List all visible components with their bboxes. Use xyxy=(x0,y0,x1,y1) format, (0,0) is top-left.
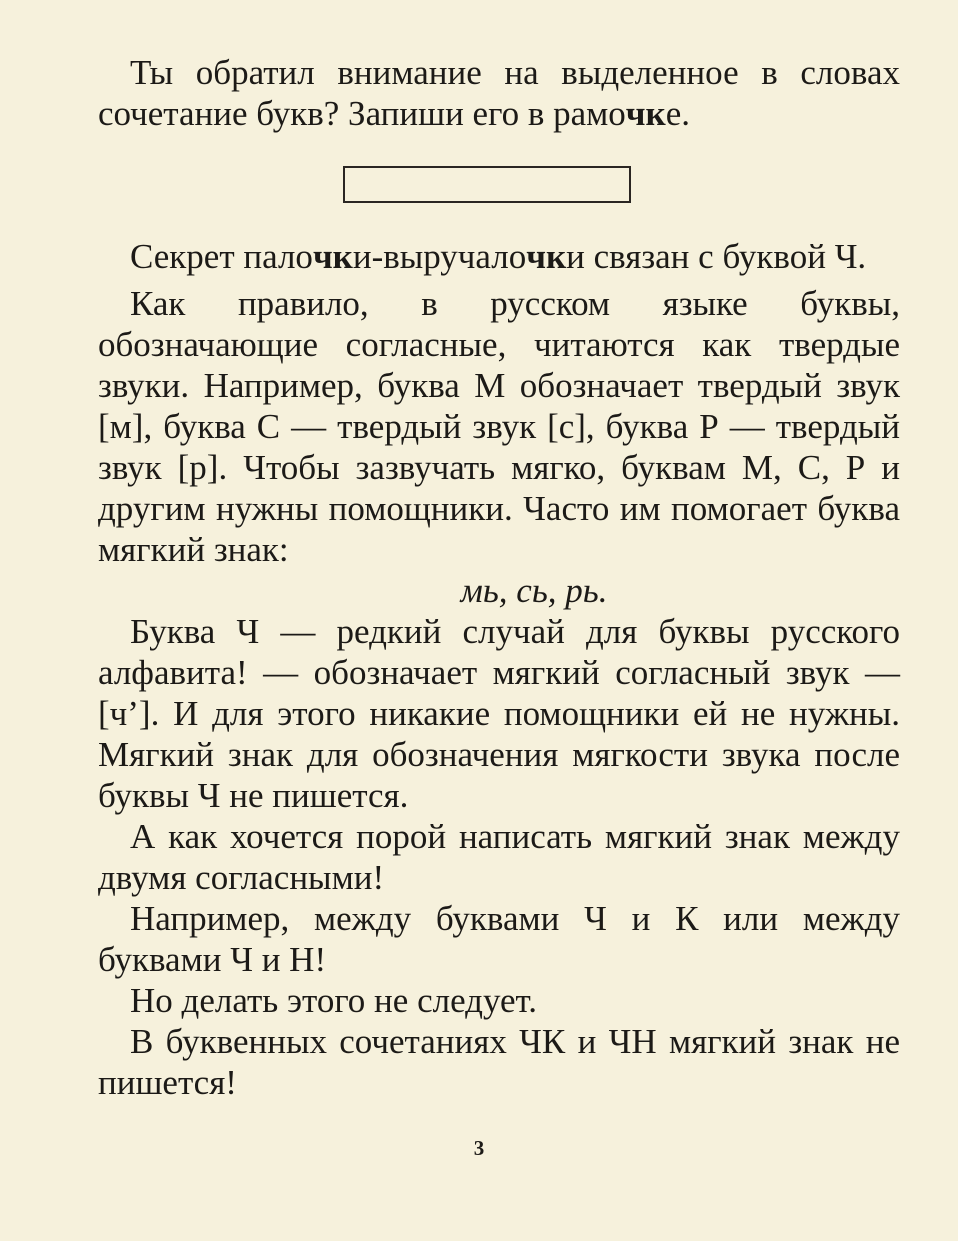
dont-paragraph: Но делать этого не следует. xyxy=(130,981,537,1020)
secret-bold-2: чк xyxy=(526,237,567,276)
soft-sign-examples: мь, сь, рь. xyxy=(460,571,608,610)
answer-area xyxy=(98,166,900,210)
secret-bold-1: чк xyxy=(312,237,353,276)
secret-text-2: и-выручало xyxy=(352,237,527,276)
secret-paragraph xyxy=(98,236,900,277)
rule-paragraph: Как правило, в русском языке буквы, обозначающие согласные, читаются как твердые звуки. Например, буква М обозначает твердый звук [м], буква С — твердый звук [с], буква Р — твердый звук [р]. Чтобы зазвучать мягко, буквам М, С, Р и другим нужны помощники. Часто им помогает буква мягкий знак: xyxy=(98,284,900,569)
intro-text: Ты обратил внимание на выделенное в словах сочетание букв? Запиши его в рамо xyxy=(98,53,900,133)
intro-bold-letters: чк xyxy=(625,94,666,133)
intro-text-end: е. xyxy=(665,94,690,133)
letter-ch-paragraph: Буква Ч — редкий случай для буквы русского алфавита! — обозначает мягкий согласный звук — [ч’]. И для этого никакие помощники ей не нужны. Мягкий знак для обозначения мягкости звука после буквы Ч не пишется. xyxy=(98,612,900,815)
example-letters-paragraph: Например, между буквами Ч и К или между буквами Ч и Н! xyxy=(98,899,900,979)
page-number: 3 xyxy=(473,1136,485,1160)
secret-text-3: и связан с буквой Ч. xyxy=(566,237,867,276)
conclusion-paragraph: В буквенных сочетаниях ЧК и ЧН мягкий знак не пишется! xyxy=(98,1022,900,1102)
want-paragraph: А как хочется порой написать мягкий знак между двумя согласными! xyxy=(98,817,900,897)
answer-frame[interactable] xyxy=(343,166,631,203)
secret-text-1: Секрет пало xyxy=(130,237,313,276)
intro-paragraph xyxy=(98,52,900,134)
